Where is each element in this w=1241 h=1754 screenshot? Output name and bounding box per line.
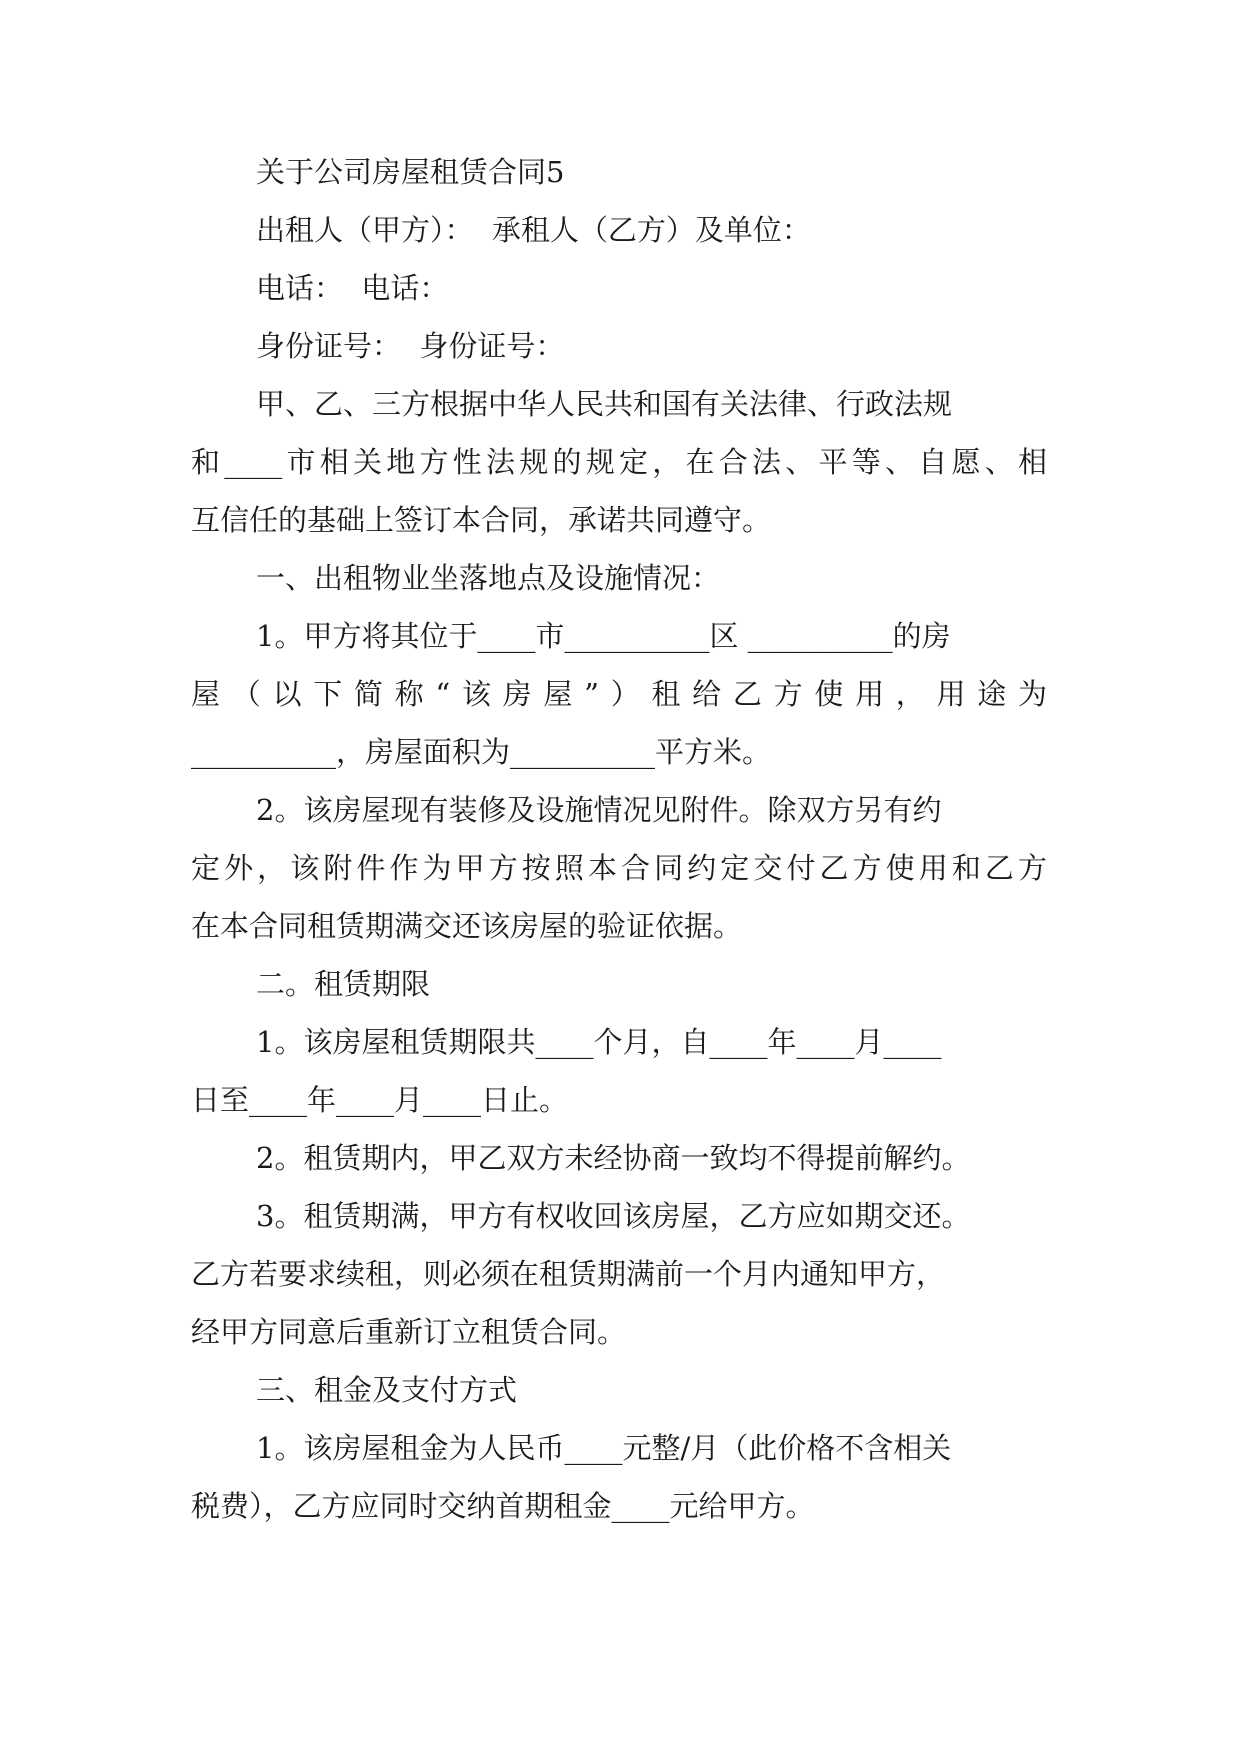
paragraph-line: 1。该房屋租金为人民币____元整/月（此价格不含相关: [256, 1431, 952, 1465]
paragraph-line: 日至____年____月____日止。: [191, 1083, 569, 1117]
document-title: 关于公司房屋租赁合同5: [256, 155, 565, 189]
section-heading: 一、出租物业坐落地点及设施情况：: [256, 561, 721, 595]
paragraph-line: 屋（以下简称“该房屋”）租给乙方使用，用途为: [191, 677, 1047, 711]
paragraph-line: 1。甲方将其位于____市__________区 __________的房: [256, 619, 951, 653]
paragraph-line: 甲、乙、三方根据中华人民共和国有关法律、行政法规: [256, 387, 953, 421]
paragraph-line: 1。该房屋租赁期限共____个月，自____年____月____: [256, 1025, 942, 1059]
paragraph-line: 2。该房屋现有装修及设施情况见附件。除双方另有约: [256, 793, 942, 827]
paragraph-line: 互信任的基础上签订本合同，承诺共同遵守。: [191, 503, 772, 537]
paragraph-line: 和____市相关地方性法规的规定，在合法、平等、自愿、相: [191, 445, 1047, 479]
paragraph-line: 定外，该附件作为甲方按照本合同约定交付乙方使用和乙方: [191, 851, 1047, 885]
paragraph-line: 身份证号： 身份证号：: [256, 329, 565, 363]
paragraph-line: 乙方若要求续租，则必须在租赁期满前一个月内通知甲方，: [191, 1257, 946, 1291]
paragraph-line: 出租人（甲方）： 承租人（乙方）及单位：: [256, 213, 811, 247]
paragraph-line: 电话： 电话：: [256, 271, 449, 305]
paragraph-line: 在本合同租赁期满交还该房屋的验证依据。: [191, 909, 743, 943]
paragraph-line: 税费），乙方应同时交纳首期租金____元给甲方。: [191, 1489, 815, 1523]
section-heading: 三、租金及支付方式: [256, 1373, 518, 1407]
section-heading: 二。租赁期限: [256, 967, 431, 1001]
paragraph-line: __________，房屋面积为__________平方米。: [191, 735, 772, 769]
paragraph-line: 2。租赁期内，甲乙双方未经协商一致均不得提前解约。: [256, 1141, 971, 1175]
paragraph-line: 3。租赁期满，甲方有权收回该房屋，乙方应如期交还。: [256, 1199, 971, 1233]
paragraph-line: 经甲方同意后重新订立租赁合同。: [191, 1315, 627, 1349]
